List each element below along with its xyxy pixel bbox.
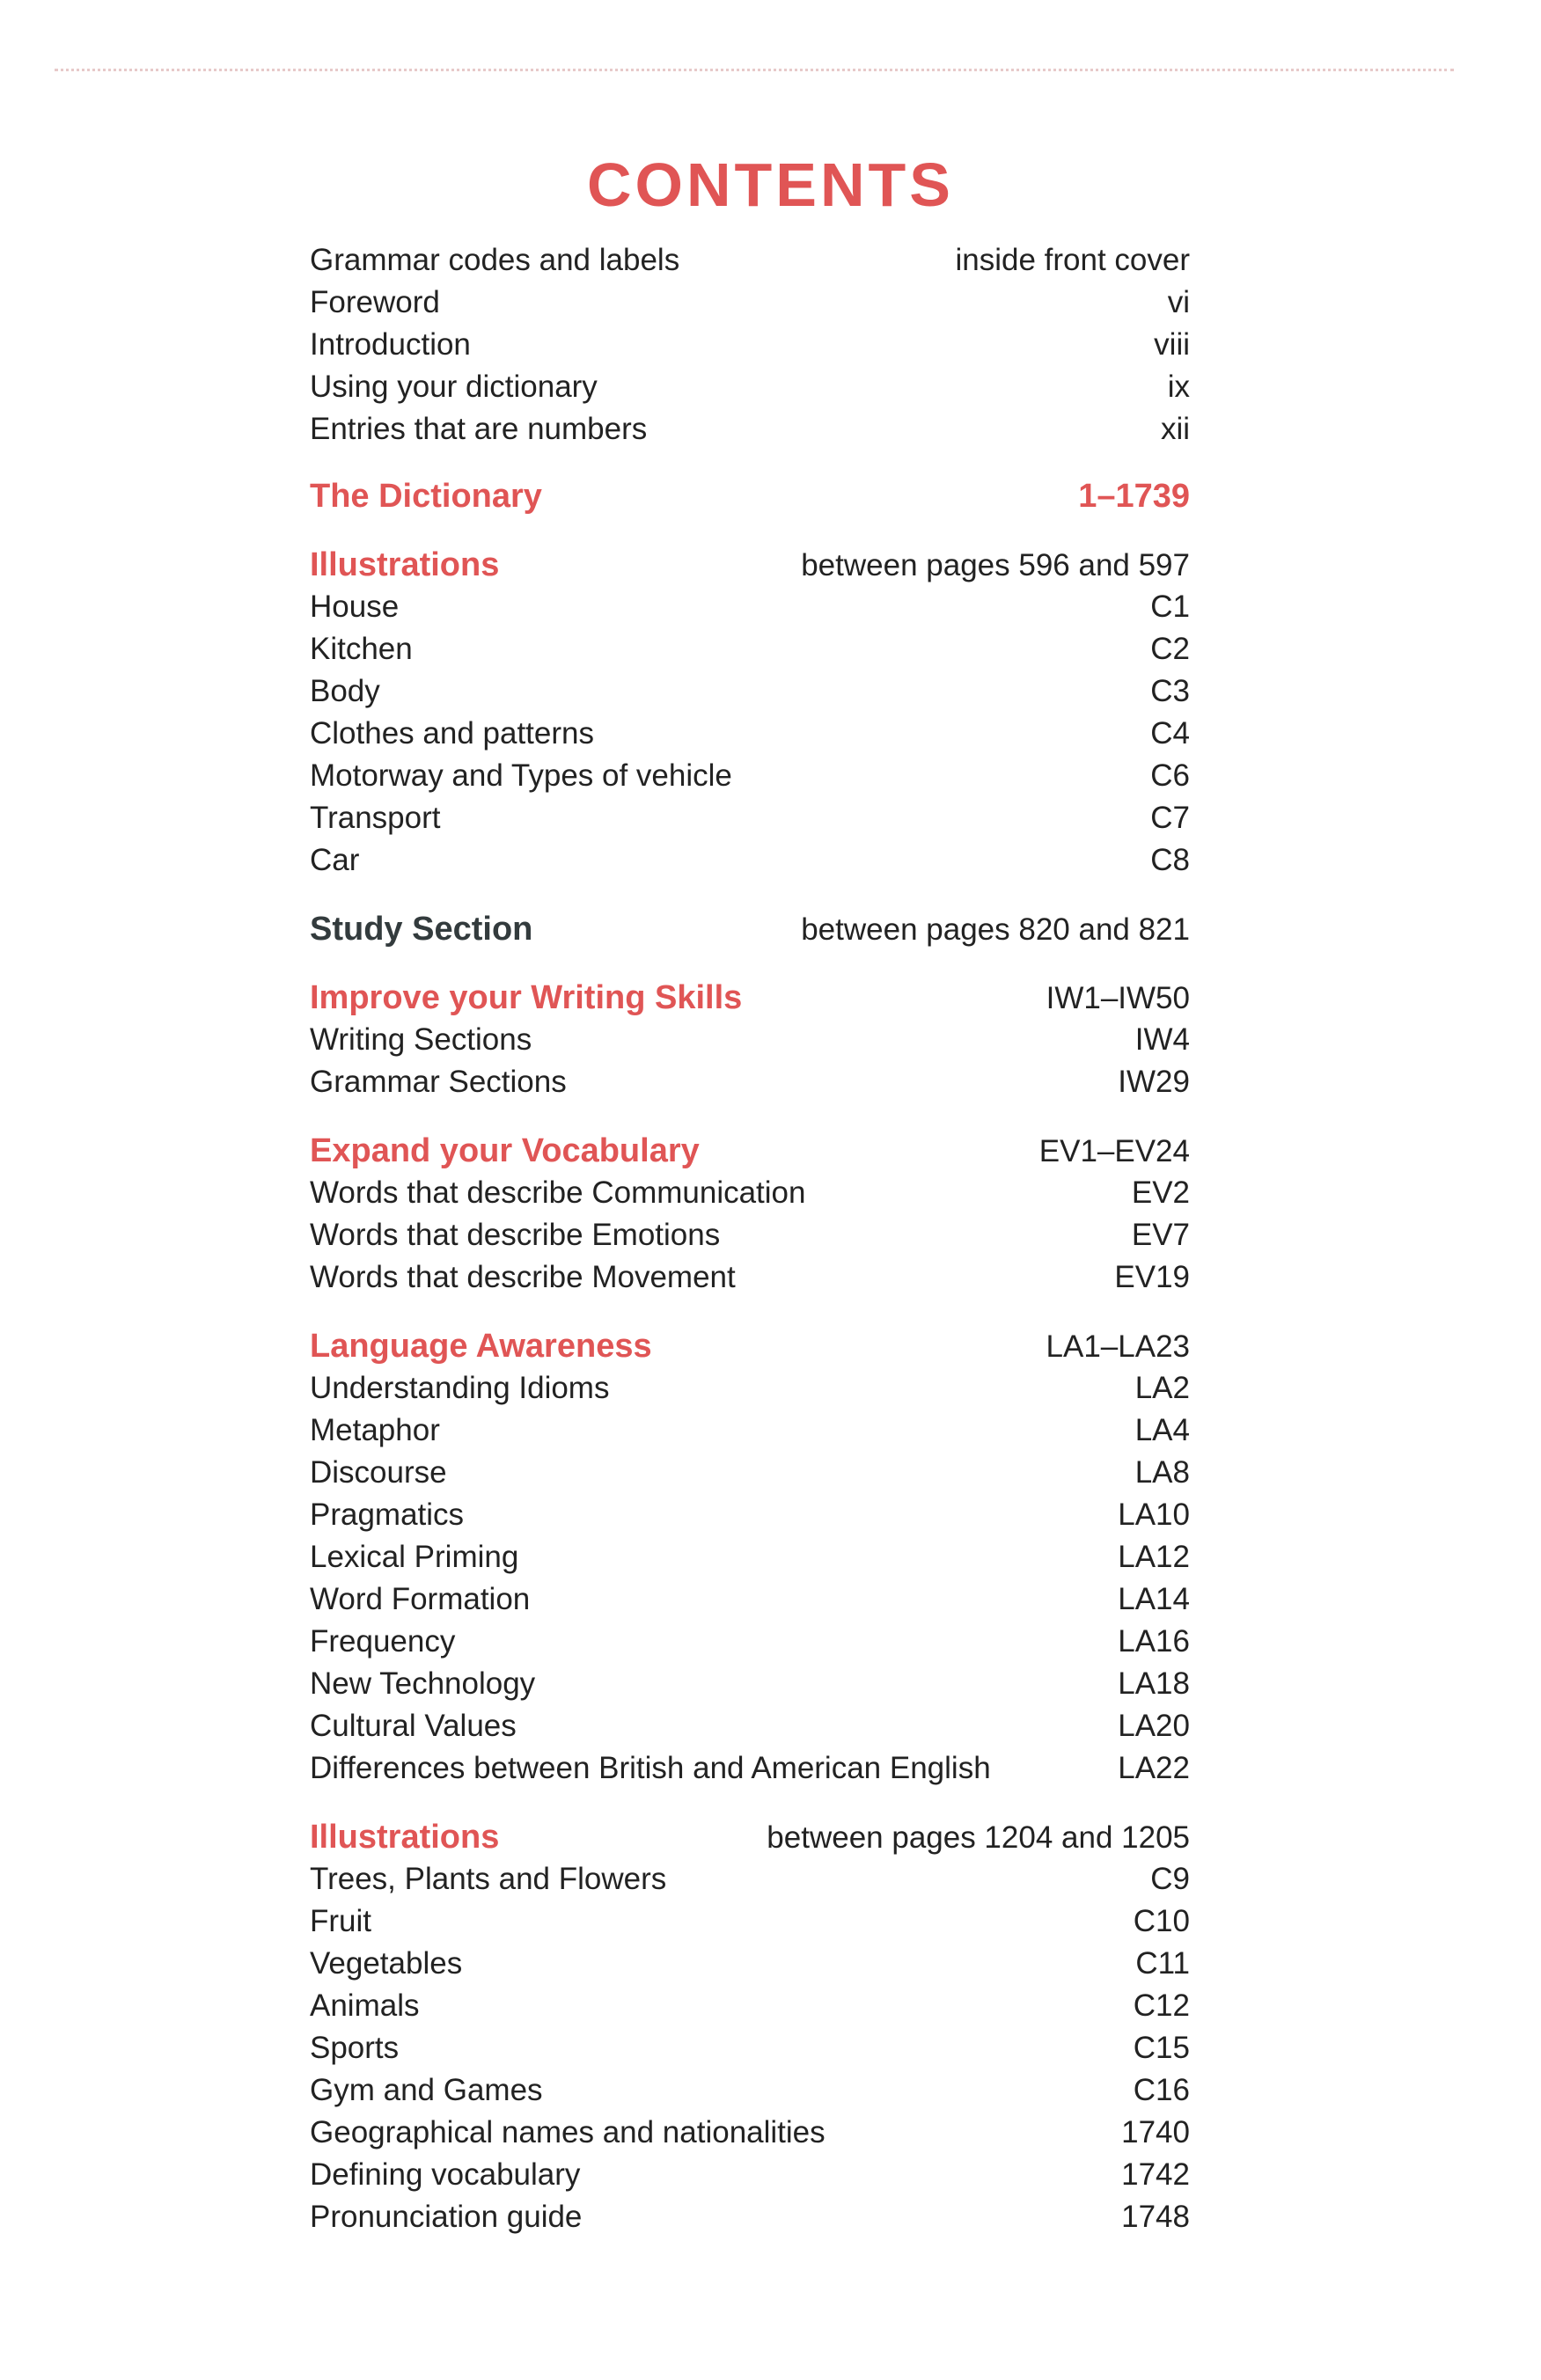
- toc-page: LA12: [1118, 1540, 1190, 1574]
- toc-row[interactable]: [310, 1410, 1190, 1452]
- toc-row[interactable]: [310, 1494, 1190, 1536]
- language-awareness-group: [310, 1325, 1190, 1790]
- toc-row[interactable]: [310, 586, 1190, 628]
- toc-page: LA10: [1118, 1498, 1190, 1532]
- toc-label: Introduction: [310, 327, 471, 362]
- toc-row[interactable]: [310, 1578, 1190, 1621]
- toc-label: Sports: [310, 2031, 400, 2065]
- section-heading: Illustrations: [310, 546, 500, 583]
- toc-label: Trees, Plants and Flowers: [310, 1862, 667, 1896]
- toc-row[interactable]: [310, 1621, 1190, 1663]
- toc-page: LA18: [1118, 1666, 1190, 1701]
- toc-row[interactable]: [310, 1214, 1190, 1256]
- toc-label: Writing Sections: [310, 1022, 532, 1057]
- toc-row[interactable]: [310, 1172, 1190, 1214]
- toc-label: Gym and Games: [310, 2073, 543, 2107]
- section-heading: Study Section: [310, 911, 533, 948]
- toc-page: LA8: [1134, 1455, 1190, 1490]
- toc-label: Fruit: [310, 1904, 371, 1938]
- toc-label: Body: [310, 674, 380, 708]
- section-heading: Language Awareness: [310, 1328, 652, 1365]
- toc-label: Clothes and patterns: [310, 716, 594, 751]
- toc-heading-dictionary[interactable]: [310, 475, 1190, 517]
- toc-page: C8: [1150, 843, 1190, 877]
- toc-row[interactable]: [310, 628, 1190, 670]
- toc-row[interactable]: [310, 1943, 1190, 1985]
- toc-page: C4: [1150, 716, 1190, 751]
- toc-row-introduction[interactable]: [310, 324, 1190, 366]
- toc-page: C3: [1150, 674, 1190, 708]
- toc-page: 1742: [1121, 2157, 1190, 2192]
- toc-page: LA22: [1118, 1751, 1190, 1785]
- toc-row[interactable]: [310, 713, 1190, 755]
- toc-page: C2: [1150, 632, 1190, 666]
- toc-heading-illustrations-1[interactable]: [310, 544, 1190, 586]
- toc-page: 1740: [1121, 2115, 1190, 2149]
- toc-page: C1: [1150, 590, 1190, 624]
- toc-page: LA14: [1118, 1582, 1190, 1616]
- toc-label: Entries that are numbers: [310, 412, 648, 446]
- section-heading: Expand your Vocabulary: [310, 1132, 700, 1169]
- page-title: CONTENTS: [587, 150, 954, 219]
- toc-label: Defining vocabulary: [310, 2157, 581, 2192]
- toc-label: Transport: [310, 801, 441, 835]
- toc-label: Frequency: [310, 1624, 456, 1659]
- toc-row[interactable]: [310, 1536, 1190, 1578]
- toc-row[interactable]: [310, 1061, 1190, 1103]
- section-page-range: LA1–LA23: [1046, 1329, 1190, 1364]
- section-page-range: between pages 820 and 821: [801, 912, 1190, 947]
- toc-row[interactable]: [310, 1256, 1190, 1299]
- toc-heading-illustrations-2[interactable]: [310, 1816, 1190, 1858]
- table-of-contents: [310, 239, 1190, 2238]
- toc-page: vi: [1167, 285, 1190, 319]
- toc-row[interactable]: [310, 1019, 1190, 1061]
- toc-row[interactable]: [310, 2027, 1190, 2069]
- toc-page: IW4: [1134, 1022, 1190, 1057]
- toc-row[interactable]: [310, 1663, 1190, 1705]
- toc-label: Word Formation: [310, 1582, 531, 1616]
- toc-page: LA4: [1134, 1413, 1190, 1447]
- toc-row[interactable]: [310, 2196, 1190, 2238]
- toc-row[interactable]: [310, 670, 1190, 713]
- toc-label: Discourse: [310, 1455, 447, 1490]
- toc-label: Foreword: [310, 285, 440, 319]
- toc-row[interactable]: [310, 755, 1190, 797]
- section-page-range: 1–1739: [1078, 478, 1190, 515]
- toc-row[interactable]: [310, 1367, 1190, 1410]
- toc-heading-language-awareness[interactable]: [310, 1325, 1190, 1367]
- toc-label: Pragmatics: [310, 1498, 465, 1532]
- toc-page: 1748: [1121, 2200, 1190, 2234]
- toc-page: EV2: [1131, 1175, 1190, 1210]
- section-page-range: EV1–EV24: [1038, 1134, 1190, 1168]
- toc-row[interactable]: [310, 1858, 1190, 1900]
- toc-label: Grammar Sections: [310, 1065, 567, 1099]
- toc-label: Differences between British and American English: [310, 1751, 991, 1785]
- toc-row-foreword[interactable]: [310, 282, 1190, 324]
- toc-page: C10: [1133, 1904, 1190, 1938]
- toc-label: Kitchen: [310, 632, 413, 666]
- writing-skills-group: [310, 977, 1190, 1103]
- toc-row-using-dictionary[interactable]: [310, 366, 1190, 408]
- toc-heading-writing-skills[interactable]: [310, 977, 1190, 1019]
- toc-page: C15: [1133, 2031, 1190, 2065]
- toc-row[interactable]: [310, 839, 1190, 882]
- toc-label: Animals: [310, 1988, 420, 2023]
- toc-label: Using your dictionary: [310, 370, 598, 404]
- toc-row[interactable]: [310, 1985, 1190, 2027]
- section-heading: Improve your Writing Skills: [310, 979, 743, 1016]
- toc-page: C7: [1150, 801, 1190, 835]
- toc-row-grammar-codes[interactable]: [310, 239, 1190, 282]
- toc-label: Vegetables: [310, 1946, 463, 1981]
- toc-page: C16: [1133, 2073, 1190, 2107]
- section-page-range: between pages 596 and 597: [801, 548, 1190, 582]
- toc-label: Car: [310, 843, 360, 877]
- toc-row[interactable]: [310, 2069, 1190, 2112]
- toc-page: C9: [1150, 1862, 1190, 1896]
- toc-page: EV7: [1131, 1218, 1190, 1252]
- section-page-range: IW1–IW50: [1046, 981, 1190, 1015]
- toc-label: Words that describe Communication: [310, 1175, 806, 1210]
- toc-page: LA16: [1118, 1624, 1190, 1659]
- toc-page: C6: [1150, 758, 1190, 793]
- toc-row[interactable]: [310, 2112, 1190, 2154]
- toc-row[interactable]: [310, 1900, 1190, 1943]
- toc-row[interactable]: [310, 1452, 1190, 1494]
- illustrations-group-2: [310, 1816, 1190, 2238]
- toc-label: Lexical Priming: [310, 1540, 519, 1574]
- illustrations-group-1: [310, 544, 1190, 882]
- toc-label: Words that describe Movement: [310, 1260, 736, 1294]
- toc-heading-vocabulary[interactable]: [310, 1130, 1190, 1172]
- toc-label: Grammar codes and labels: [310, 243, 680, 277]
- toc-page: viii: [1154, 327, 1190, 362]
- toc-page: ix: [1167, 370, 1190, 404]
- toc-page: EV19: [1114, 1260, 1190, 1294]
- toc-label: Geographical names and nationalities: [310, 2115, 826, 2149]
- toc-label: Motorway and Types of vehicle: [310, 758, 732, 793]
- section-page-range: between pages 1204 and 1205: [767, 1820, 1190, 1855]
- toc-label: Cultural Values: [310, 1709, 517, 1743]
- toc-row[interactable]: [310, 1705, 1190, 1747]
- toc-label: Understanding Idioms: [310, 1371, 610, 1405]
- toc-label: House: [310, 590, 400, 624]
- vocabulary-group: [310, 1130, 1190, 1299]
- toc-label: New Technology: [310, 1666, 536, 1701]
- section-heading: The Dictionary: [310, 478, 542, 515]
- toc-page: xii: [1160, 412, 1190, 446]
- top-dotted-rule: [55, 69, 1454, 71]
- section-heading: Illustrations: [310, 1819, 500, 1856]
- toc-page: inside front cover: [955, 243, 1190, 277]
- toc-label: Words that describe Emotions: [310, 1218, 721, 1252]
- toc-label: Metaphor: [310, 1413, 440, 1447]
- toc-row[interactable]: [310, 2154, 1190, 2196]
- toc-heading-study-section[interactable]: [310, 908, 1190, 950]
- toc-page: C12: [1133, 1988, 1190, 2023]
- front-matter-group: [310, 239, 1190, 450]
- toc-row[interactable]: [310, 797, 1190, 839]
- toc-page: LA2: [1134, 1371, 1190, 1405]
- toc-row[interactable]: [310, 1747, 1190, 1790]
- toc-page: IW29: [1118, 1065, 1190, 1099]
- toc-page: LA20: [1118, 1709, 1190, 1743]
- toc-row-numbers[interactable]: [310, 408, 1190, 450]
- toc-page: C11: [1135, 1946, 1190, 1981]
- toc-label: Pronunciation guide: [310, 2200, 583, 2234]
